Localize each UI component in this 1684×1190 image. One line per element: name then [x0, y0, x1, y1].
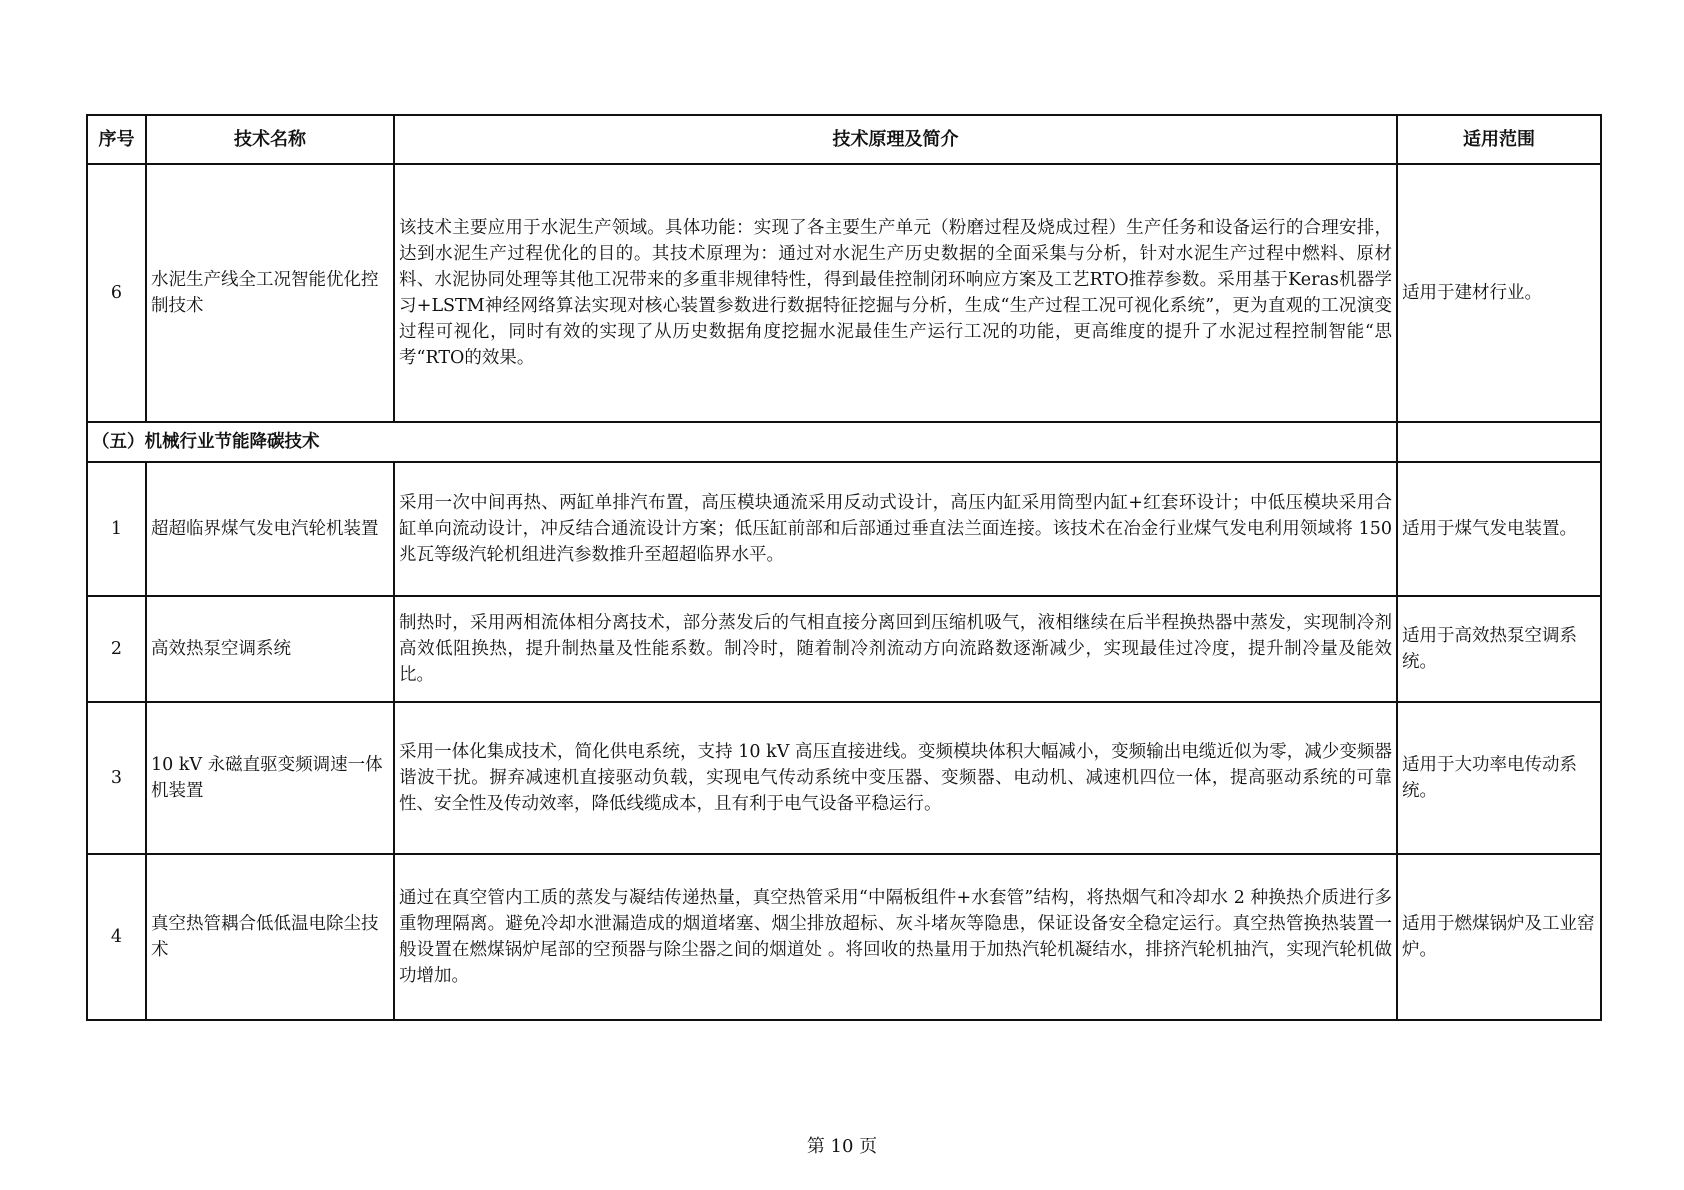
row-num: 6: [87, 164, 146, 422]
table-row: [87, 462, 1601, 596]
section-empty-cell: [1397, 422, 1601, 462]
header-name: 技术名称: [146, 115, 394, 164]
row-name: 高效热泵空调系统: [146, 596, 394, 702]
table-header-row: [87, 115, 1601, 164]
row-num: 4: [87, 854, 146, 1020]
row-num: 1: [87, 462, 146, 596]
row-desc: 通过在真空管内工质的蒸发与凝结传递热量，真空热管采用“中隔板组件+水套管”结构，将热烟气和冷却水 2 种换热介质进行多重物理隔离。避免冷却水泄漏造成的烟道堵塞、烟尘排放超标、灰斗堵灰等隐患，保证设备安全稳定运行。真空热管换热装置一般设置在燃煤锅炉尾部的空预器与除尘器之间的烟道处 。将回收的热量用于加热汽轮机凝结水，排挤汽轮机抽汽，实现汽轮机做功增加。: [394, 854, 1397, 1020]
header-desc: 技术原理及简介: [394, 115, 1397, 164]
header-num: 序号: [87, 115, 146, 164]
section-row: [87, 422, 1601, 462]
row-desc: 该技术主要应用于水泥生产领域。具体功能：实现了各主要生产单元（粉磨过程及烧成过程）生产任务和设备运行的合理安排，达到水泥生产过程优化的目的。其技术原理为：通过对水泥生产历史数据的全面采集与分析，针对水泥生产过程中燃料、原材料、水泥协同处理等其他工况带来的多重非规律特性，得到最佳控制闭环响应方案及工艺RTO推荐参数。采用基于Keras机器学习+LSTM神经网络算法实现对核心装置参数进行数据特征挖掘与分析，生成“生产过程工况可视化系统”，更为直观的工况演变过程可视化，同时有效的实现了从历史数据角度挖掘水泥最佳生产运行工况的功能，更高维度的提升了水泥过程控制智能“思考“RTO的效果。: [394, 164, 1397, 422]
row-name: 真空热管耦合低低温电除尘技术: [146, 854, 394, 1020]
table-row: [87, 596, 1601, 702]
row-scope: 适用于大功率电传动系统。: [1397, 702, 1601, 854]
row-scope: 适用于高效热泵空调系统。: [1397, 596, 1601, 702]
table-row: [87, 702, 1601, 854]
page-number: 第 10 页: [806, 1136, 878, 1157]
technology-table: [86, 114, 1602, 1021]
header-scope: 适用范围: [1397, 115, 1601, 164]
row-name: 水泥生产线全工况智能优化控制技术: [146, 164, 394, 422]
row-scope: 适用于建材行业。: [1397, 164, 1601, 422]
row-num: 3: [87, 702, 146, 854]
row-desc: 采用一次中间再热、两缸单排汽布置，高压模块通流采用反动式设计，高压内缸采用筒型内缸+红套环设计；中低压模块采用合缸单向流动设计，冲反结合通流设计方案；低压缸前部和后部通过垂直法兰面连接。该技术在冶金行业煤气发电利用领域将 150 兆瓦等级汽轮机组进汽参数推升至超超临界水平。: [394, 462, 1397, 596]
row-desc: 采用一体化集成技术，简化供电系统，支持 10 kV 高压直接进线。变频模块体积大幅减小，变频输出电缆近似为零，减少变频器谐波干扰。摒弃减速机直接驱动负载，实现电气传动系统中变压器、变频器、电动机、减速机四位一体，提高驱动系统的可靠性、安全性及传动效率，降低线缆成本，且有利于电气设备平稳运行。: [394, 702, 1397, 854]
row-scope: 适用于燃煤锅炉及工业窑炉。: [1397, 854, 1601, 1020]
row-name: 10 kV 永磁直驱变频调速一体机装置: [146, 702, 394, 854]
row-num: 2: [87, 596, 146, 702]
table-row: [87, 164, 1601, 422]
row-desc: 制热时，采用两相流体相分离技术，部分蒸发后的气相直接分离回到压缩机吸气，液相继续在后半程换热器中蒸发，实现制冷剂高效低阻换热，提升制热量及性能系数。制冷时，随着制冷剂流动方向流路数逐渐减少，实现最佳过冷度，提升制冷量及能效比。: [394, 596, 1397, 702]
section-title: （五）机械行业节能降碳技术: [87, 422, 1397, 462]
table-row: [87, 854, 1601, 1020]
row-name: 超超临界煤气发电汽轮机装置: [146, 462, 394, 596]
row-scope: 适用于煤气发电装置。: [1397, 462, 1601, 596]
